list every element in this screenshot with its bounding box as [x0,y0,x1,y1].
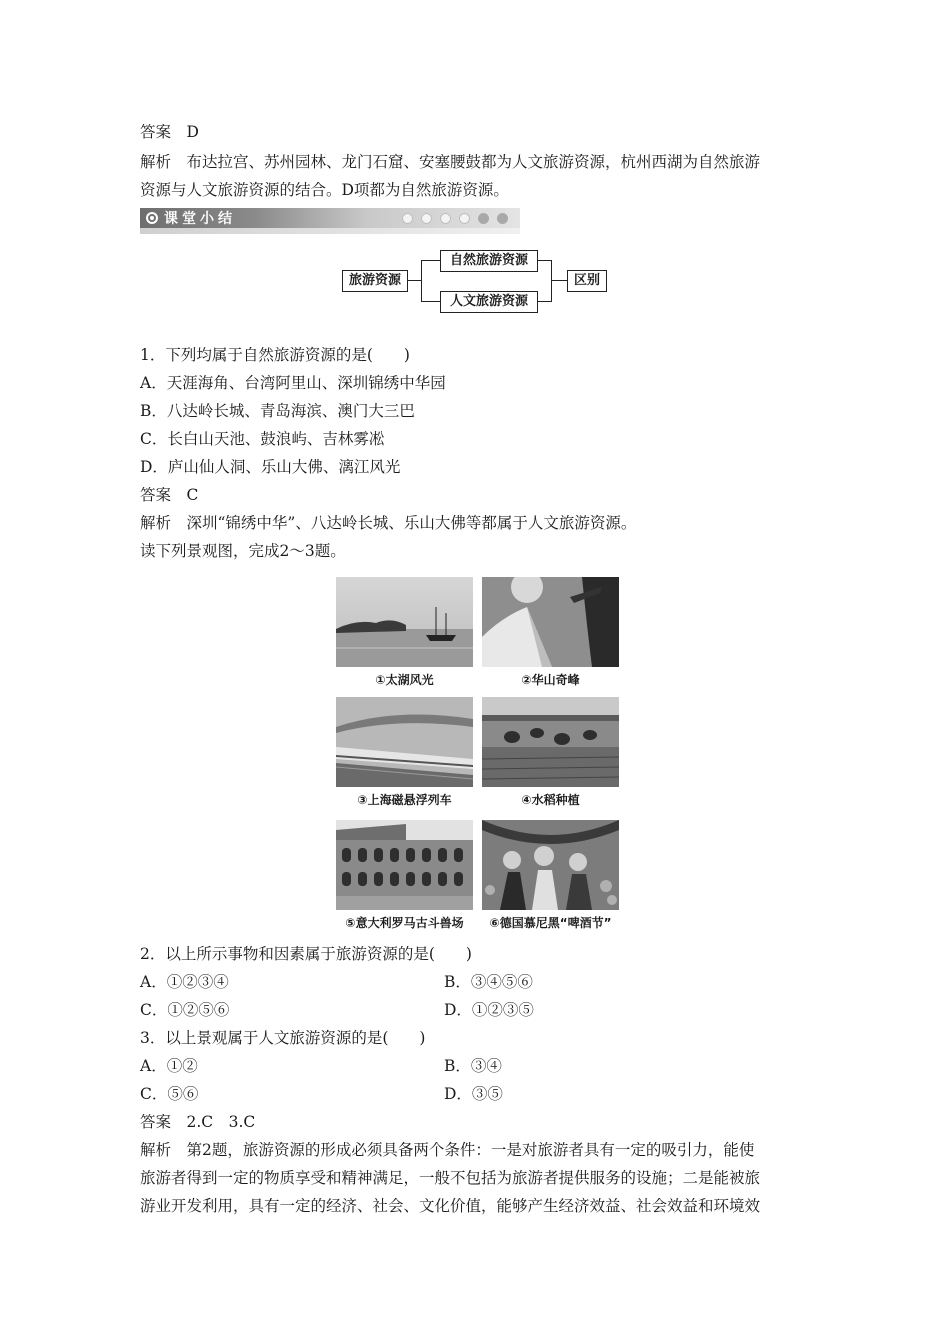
dot-icon [421,213,432,224]
q1-option-a: A．天涯海角、台湾阿里山、深圳锦绣中华园 [140,374,446,392]
photo-caption: ③上海磁悬浮列车 [357,793,452,807]
q3-option-c: C．⑤⑥ [140,1085,199,1103]
photo-caption: ②华山奇峰 [521,673,580,687]
banner-underline [140,228,520,234]
section-title: 课堂小结 [164,211,236,227]
q3-stem: 3．以上景观属于人文旅游资源的是( ) [140,1029,426,1047]
connector [551,260,552,302]
diagram-natural-box: 自然旅游资源 [440,250,538,272]
q2-option-c: C．①②⑤⑥ [140,1001,230,1019]
diagram-target-box: 区别 [567,270,607,292]
diagram-root-box: 旅游资源 [342,270,408,292]
photo-huashan [482,577,619,667]
q2-option-d: D．①②③⑤ [444,1001,534,1019]
q23-answers: 答案 2.C 3.C [140,1113,256,1131]
q3-option-b: B．③④ [444,1057,502,1075]
photo-colosseum [336,820,473,910]
connector [421,260,422,302]
connector [551,280,567,281]
dot-icon [459,213,470,224]
photo-rice [482,697,619,787]
analysis-line: 解析 布达拉宫、苏州园林、龙门石窟、安塞腰鼓都为人文旅游资源，杭州西湖为自然旅游 [140,153,761,171]
dot-icon [402,213,413,224]
q2-option-b: B．③④⑤⑥ [444,973,533,991]
photo-beer-festival [482,820,619,910]
q23-analysis-line: 游业开发利用，具有一定的经济、社会、文化价值，能够产生经济效益、社会效益和环境效 [140,1197,761,1215]
photo-caption: ④水稻种植 [521,793,580,807]
connector [537,260,551,261]
connector [407,280,421,281]
q1-answer: 答案 C [140,486,199,504]
photo-maglev [336,697,473,787]
read-prompt: 读下列景观图，完成2～3题。 [140,542,346,560]
q1-stem: 1．下列均属于自然旅游资源的是( ) [140,346,410,364]
dot-icon [478,213,489,224]
diagram-human-box: 人文旅游资源 [440,291,538,313]
q3-option-d: D．③⑤ [444,1085,503,1103]
answer-line: 答案 D [140,123,199,141]
dot-icon [497,213,508,224]
q2-option-a: A．①②③④ [140,973,229,991]
dot-icon [440,213,451,224]
connector [537,301,551,302]
q2-stem: 2．以上所示事物和因素属于旅游资源的是( ) [140,945,472,963]
q1-option-b: B．八达岭长城、青岛海滨、澳门大三巴 [140,402,415,420]
analysis-line: 资源与人文旅游资源的结合。D项都为自然旅游资源。 [140,181,509,199]
connector [421,260,440,261]
target-bullet-icon [146,212,158,224]
q1-option-d: D．庐山仙人洞、乐山大佛、漓江风光 [140,458,401,476]
photo-caption: ①太湖风光 [375,673,434,687]
section-banner [140,208,520,228]
q1-option-c: C．长白山天池、鼓浪屿、吉林雾凇 [140,430,385,448]
photo-taihu [336,577,473,667]
photo-caption: ⑤意大利罗马古斗兽场 [345,916,464,930]
q3-option-a: A．①② [140,1057,198,1075]
q1-analysis: 解析 深圳“锦绣中华”、八达岭长城、乐山大佛等都属于人文旅游资源。 [140,514,637,532]
q23-analysis-line: 旅游者得到一定的物质享受和精神满足，一般不包括为旅游者提供服务的设施；二是能被旅 [140,1169,761,1187]
decorative-dots [402,213,508,224]
photo-caption: ⑥德国慕尼黑“啤酒节” [489,916,612,930]
q23-analysis-line: 解析 第2题，旅游资源的形成必须具备两个条件：一是对旅游者具有一定的吸引力，能使 [140,1141,755,1159]
connector [421,301,440,302]
